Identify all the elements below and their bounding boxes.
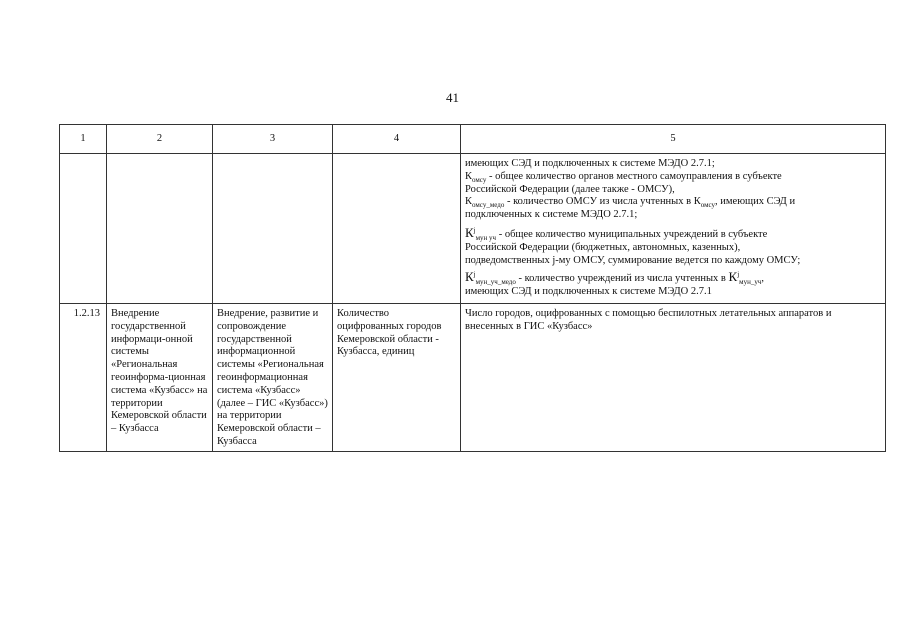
page-number: 41 bbox=[446, 90, 459, 105]
row-number: 1.2.13 bbox=[60, 303, 107, 451]
table-row-1-2-13 bbox=[60, 303, 886, 451]
header-col-1: 1 bbox=[60, 125, 107, 154]
header-col-5: 5 bbox=[461, 125, 886, 154]
cell-empty bbox=[60, 154, 107, 304]
formula-line: $К_{омсу}$ - общее количество органов местного самоуправления в субъекте bbox=[465, 170, 782, 184]
cell-empty bbox=[107, 154, 213, 304]
cell-empty bbox=[333, 154, 461, 304]
formula-line: имеющих СЭД и подключенных к системе МЭДО 2.7.1 bbox=[465, 286, 712, 298]
formula-line: $К^j_{мун\_уч\_медо}$ - количество учреждений из числа учтенных в $К^j_{мун\_уч}$, bbox=[465, 269, 764, 287]
header-col-4: 4 bbox=[333, 125, 461, 154]
cell-empty bbox=[213, 154, 333, 304]
formula-line: подведомственных j-му ОМСУ, суммирование ведется по каждому ОМСУ; bbox=[465, 254, 801, 266]
table-row-continuation bbox=[60, 154, 886, 304]
formula-line: $К_{омсу\_медо}$ - количество ОМСУ из числа учтенных в $К_{омсу}$, имеющих СЭД и bbox=[465, 196, 796, 210]
indicator-method: Число городов, оцифрованных с помощью беспилотных летательных аппаратов и внесенных в ГИС «Кузбасс» bbox=[461, 303, 886, 451]
header-col-3: 3 bbox=[213, 125, 333, 154]
indicator-table bbox=[59, 124, 886, 452]
header-col-2: 2 bbox=[107, 125, 213, 154]
formula-line: подключенных к системе МЭДО 2.7.1; bbox=[465, 209, 638, 221]
measure-description: Внедрение, развитие и сопровождение государственной информационной системы «Региональная геоинформационная система «Кузбасс» (далее – ГИС «Кузбасс») на территории Кемеровской области – Кузбасса bbox=[213, 303, 333, 451]
formula-line: Российской Федерации (бюджетных, автономных, казенных), bbox=[465, 241, 741, 253]
header-row bbox=[60, 125, 886, 154]
formula-line: Российской Федерации (далее также - ОМСУ), bbox=[465, 183, 675, 195]
formula-line: имеющих СЭД и подключенных к системе МЭДО 2.7.1; bbox=[465, 158, 715, 169]
indicator-name: Количество оцифрованных городов Кемеровской области - Кузбасса, единиц bbox=[333, 303, 461, 451]
activity-name: Внедрение государственной информаци-онной системы «Региональная геоинформа-ционная система «Кузбасс» на территории Кемеровской области – Кузбасса bbox=[107, 303, 213, 451]
formula-description-cell bbox=[461, 154, 886, 304]
formula-line: $К^j_{мун уч}$ - общее количество муниципальных учреждений в субъекте bbox=[465, 224, 768, 243]
